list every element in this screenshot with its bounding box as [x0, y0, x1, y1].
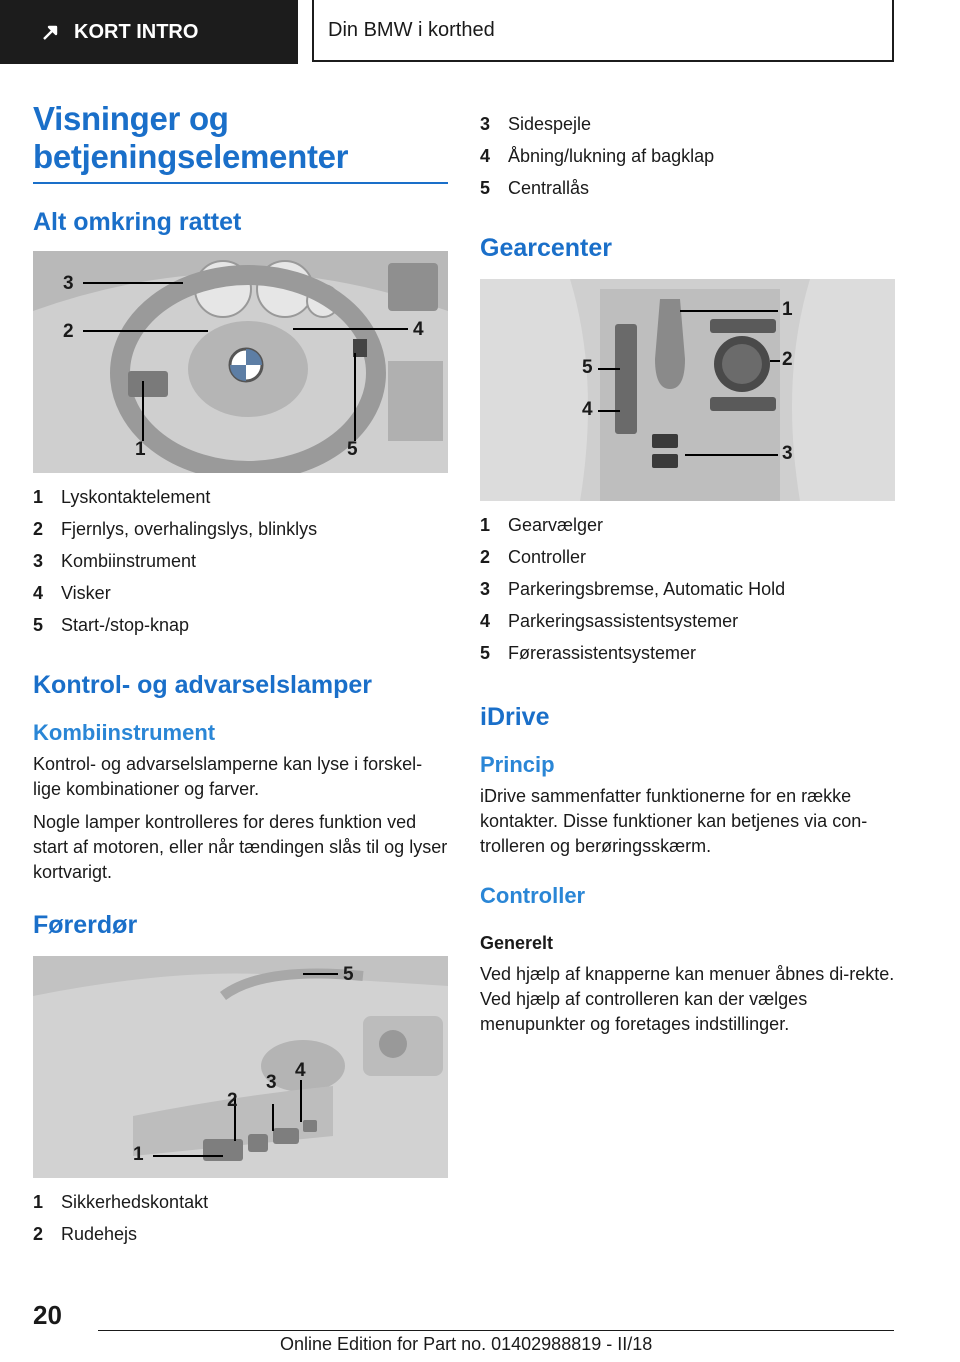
- door-callout-5: 5: [343, 964, 354, 985]
- heading-lamps: Kontrol- og advarselslamper: [33, 671, 372, 699]
- list-item: 5 Start-/stop-knap: [33, 615, 190, 635]
- door-illustration: [33, 956, 448, 1178]
- list-item: 5 Førerassistentsystemer: [480, 643, 697, 663]
- gear-illustration: [480, 279, 895, 501]
- list-item: 4 Parkeringsassistentsystemer: [480, 611, 739, 631]
- steering-illustration: [33, 251, 448, 473]
- steering-callout-3: 3: [63, 273, 74, 294]
- list-item: 1 Gearvælger: [480, 515, 604, 535]
- door-legend-continued: [480, 108, 895, 204]
- list-item: 4 Visker: [33, 583, 111, 603]
- list-item: 4 Åbning/lukning af bagklap: [480, 146, 715, 166]
- heading-princip: Princip: [480, 752, 555, 777]
- section-tab[interactable]: [0, 0, 298, 64]
- steering-figure: [33, 251, 448, 473]
- page-title: [33, 100, 448, 184]
- gear-legend: [480, 509, 895, 669]
- door-callout-3: 3: [266, 1072, 277, 1093]
- door-callout-2: 2: [227, 1090, 238, 1111]
- list-item: 2 Rudehejs: [33, 1224, 138, 1244]
- steering-callout-5: 5: [347, 439, 358, 460]
- right-column: [480, 108, 895, 1037]
- list-item: 2 Controller: [480, 547, 587, 567]
- heading-generelt: Generelt: [480, 933, 554, 953]
- generelt-paragraph: Ved hjælp af knapperne kan menuer åbnes di-rekte. Ved hjælp af controlleren kan der vælges menupunkter og foretages indstillinger.: [480, 964, 895, 1034]
- list-item: 1 Sikkerhedskontakt: [33, 1192, 209, 1212]
- gear-callout-2: 2: [782, 349, 793, 370]
- gear-callout-3: 3: [782, 443, 793, 464]
- heading-gear: Gearcenter: [480, 234, 613, 262]
- heading-controller: Controller: [480, 883, 586, 908]
- gear-callout-1: 1: [782, 299, 793, 320]
- door-callout-4: 4: [295, 1060, 306, 1081]
- section-label: KORT INTRO: [74, 20, 199, 43]
- page-number: 20: [33, 1300, 62, 1330]
- title-line-2: betjeningselementer: [33, 138, 349, 175]
- steering-callout-2: 2: [63, 321, 74, 342]
- gear-callout-4: 4: [582, 399, 593, 420]
- steering-legend: [33, 481, 448, 641]
- chapter-header: [312, 0, 894, 62]
- back-arrow-icon: [40, 21, 62, 43]
- steering-callout-4: 4: [413, 319, 424, 340]
- list-item: 1 Lyskontaktelement: [33, 487, 211, 507]
- list-item: 3 Parkeringsbremse, Automatic Hold: [480, 579, 786, 599]
- gear-callout-5: 5: [582, 357, 593, 378]
- heading-kombi: Kombiinstrument: [33, 720, 216, 745]
- kombi-paragraph-1: Kontrol- og advarselslamperne kan lyse i forskel-lige kombinationer og farver.: [33, 754, 423, 799]
- gear-figure: [480, 279, 895, 501]
- princip-paragraph: iDrive sammenfatter funktionerne for en række kontakter. Disse funktioner kan betjenes via con-trolleren og berøringsskærm.: [480, 786, 868, 856]
- list-item: 3 Sidespejle: [480, 114, 592, 134]
- heading-door: Førerdør: [33, 911, 138, 939]
- heading-steering: Alt omkring rattet: [33, 208, 242, 236]
- footer-divider: [98, 1330, 894, 1331]
- list-item: 2 Fjernlys, overhalingslys, blinklys: [33, 519, 318, 539]
- door-figure: [33, 956, 448, 1178]
- title-line-1: Visninger og: [33, 100, 229, 137]
- door-callout-1: 1: [133, 1144, 144, 1165]
- list-item: 3 Kombiinstrument: [33, 551, 197, 571]
- chapter-title: Din BMW i korthed: [328, 18, 495, 41]
- left-column: [33, 100, 448, 1250]
- footer-edition: Online Edition for Part no. 01402988819 - II/18: [280, 1334, 653, 1354]
- door-legend: [33, 1186, 448, 1250]
- kombi-paragraph-2: Nogle lamper kontrolleres for deres funktion ved start af motoren, eller når tændingen slås til og lyser kortvarigt.: [33, 812, 448, 882]
- steering-callout-1: 1: [135, 439, 146, 460]
- list-item: 5 Centrallås: [480, 178, 590, 198]
- heading-idrive: iDrive: [480, 703, 550, 731]
